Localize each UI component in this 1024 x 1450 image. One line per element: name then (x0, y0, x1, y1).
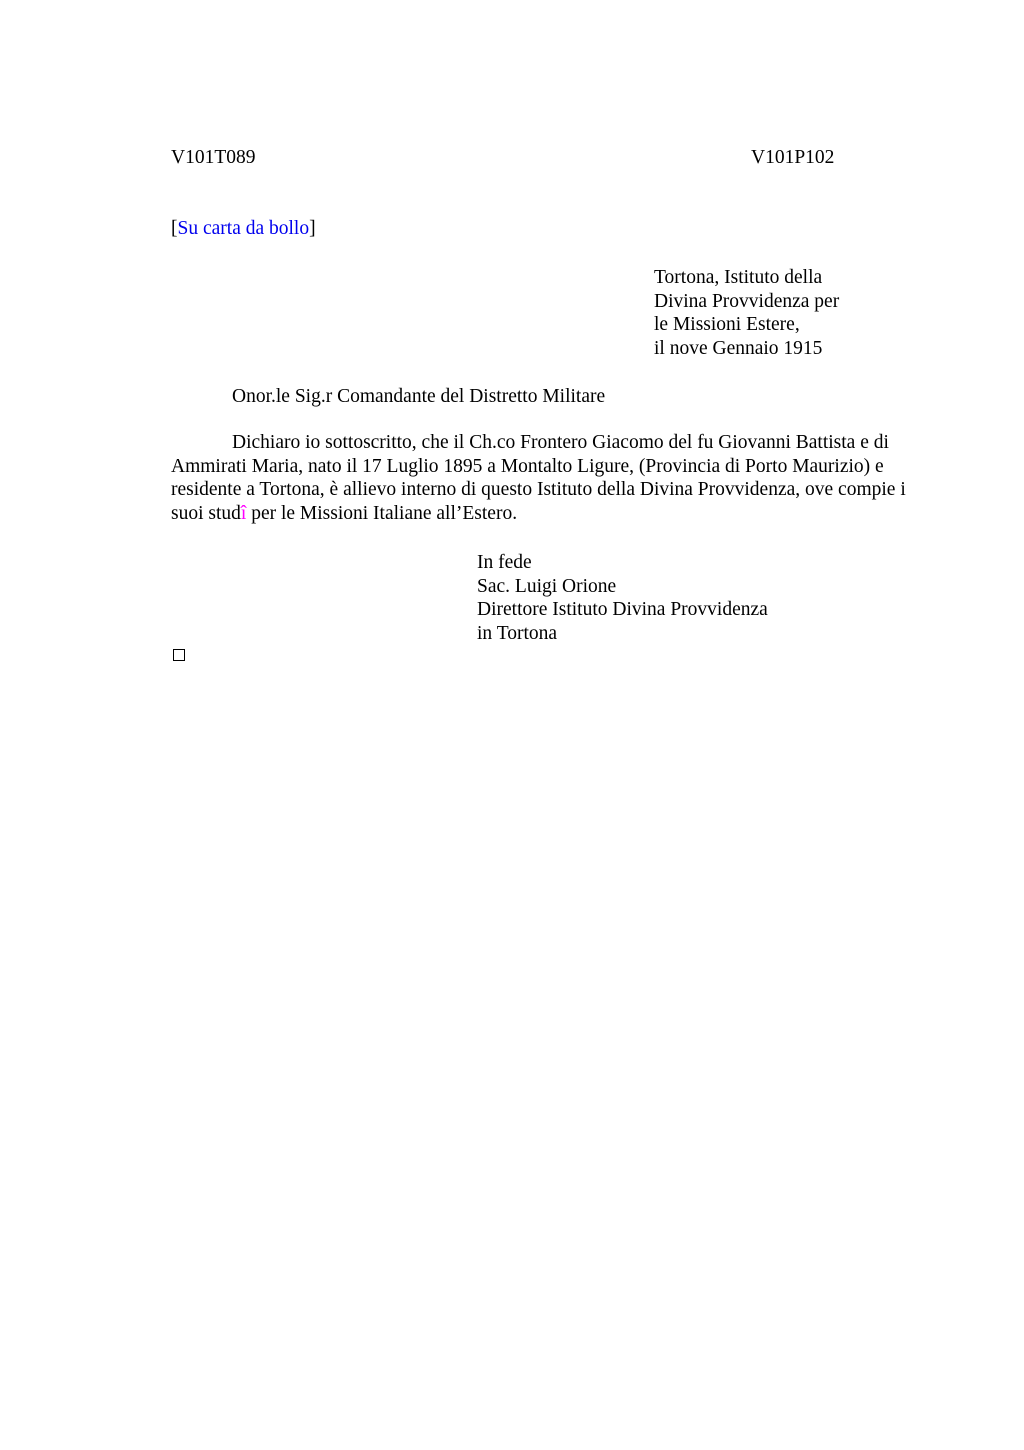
signature-line: Sac. Luigi Orione (477, 575, 617, 597)
place-date-line: Tortona, Istituto della (654, 267, 823, 288)
document-code-right: V101P102 (751, 147, 835, 168)
place-date-line: Divina Provvidenza per (654, 290, 840, 312)
editorial-note (171, 217, 316, 241)
signature-line: Direttore Istituto Divina Provvidenza (477, 599, 768, 621)
signature-line: In fede (477, 552, 532, 573)
place-date-line: il nove Gennaio 1915 (654, 338, 823, 360)
signature-line: in Tortona (477, 623, 558, 645)
body-text-part1: Dichiaro io sottoscritto, che il Ch.co Frontero Giacomo del fu Giovanni Battista e di Ammirati Maria, nato il 17 Luglio 1895 a Montalto Ligure, (Provincia di Porto Maurizio) e residente a Tortona, è allievo interno di questo Istituto della Divina Provvidenza, ove compie i suoi stud (171, 432, 906, 525)
letter-body (171, 431, 911, 526)
place-date-block (654, 266, 839, 361)
note-close-bracket: ] (309, 218, 316, 239)
body-text-part2: per le Missioni Italiane all’Estero. (246, 503, 518, 525)
signature-block (477, 551, 768, 646)
note-text: Su carta da bollo (177, 218, 310, 239)
addressee: Onor.le Sig.r Comandante del Distretto Militare (232, 386, 606, 407)
body-highlight: î (240, 503, 247, 525)
place-date-line: le Missioni Estere, (654, 314, 800, 336)
note-open-bracket: [ (171, 218, 178, 239)
checkbox-square-icon (173, 649, 185, 661)
document-code-left: V101T089 (171, 147, 256, 168)
